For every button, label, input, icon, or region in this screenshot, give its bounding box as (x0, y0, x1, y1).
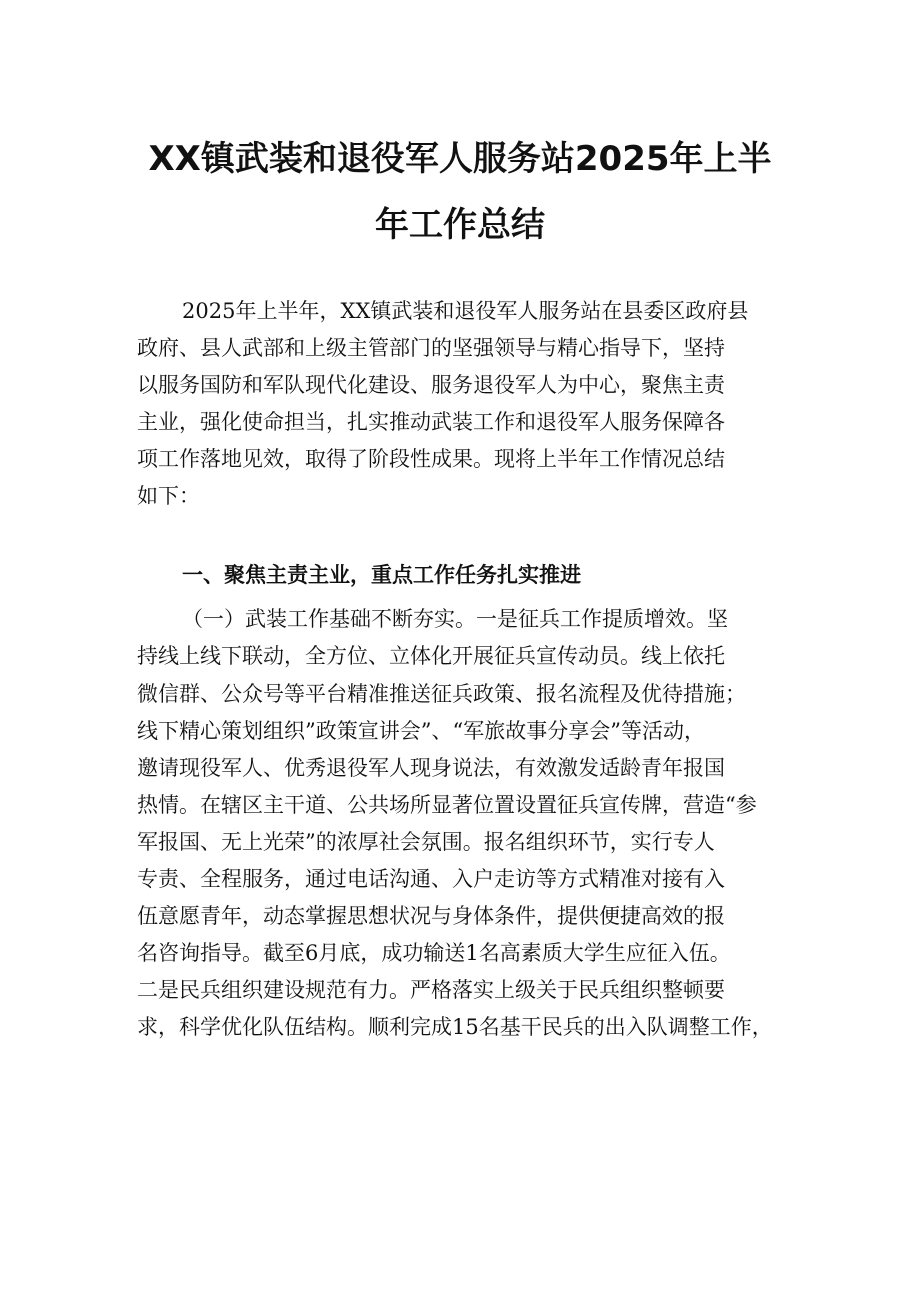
section-1-line: 邀请现役军人、优秀退役军人现身说法，有效激发适龄青年报国 (137, 756, 725, 780)
section-1-line: 专责、全程服务，通过电话沟通、入户走访等方式精准对接有入 (137, 867, 725, 891)
document-title-line-1: XX镇武装和退役军人服务站2025年上半 (148, 139, 772, 179)
section-1-line: 二是民兵组织建设规范有力。严格落实上级关于民兵组织整顿要 (137, 978, 725, 1002)
intro-line: 主业，强化使命担当，扎实推动武装工作和退役军人服务保障各 (137, 410, 725, 434)
section-1-line: 持线上线下联动，全方位、立体化开展征兵宣传动员。线上依托 (137, 644, 725, 668)
section-1-heading: 一、聚焦主责主业，重点工作任务扎实推进 (182, 563, 581, 587)
intro-line: 项工作落地见效，取得了阶段性成果。现将上半年工作情况总结 (137, 447, 725, 471)
intro-line: 政府、县人武部和上级主管部门的坚强领导与精心指导下，坚持 (137, 336, 725, 360)
section-1-line: 线下精心策划组织”政策宣讲会”、“军旅故事分享会”等活动， (137, 719, 705, 743)
section-1-line: 军报国、无上光荣”的浓厚社会氛围。报名组织环节，实行专人 (137, 830, 715, 854)
intro-line: 以服务国防和军队现代化建设、服务退役军人为中心，聚焦主责 (137, 373, 725, 397)
document-title-line-2: 年工作总结 (375, 205, 545, 245)
intro-line: 2025年上半年，XX镇武装和退役军人服务站在县委区政府县 (182, 299, 749, 323)
section-1-line: （一）武装工作基础不断夯实。一是征兵工作提质增效。坚 (182, 607, 728, 631)
section-1-line: 名咨询指导。截至6月底，成功输送1名高素质大学生应征入伍。 (137, 941, 731, 965)
section-1-line: 求，科学优化队伍结构。顺利完成15名基干民兵的出入队调整工作， (137, 1015, 773, 1039)
intro-line: 如下： (137, 484, 200, 508)
section-1-line: 伍意愿青年，动态掌握思想状况与身体条件，提供便捷高效的报 (137, 904, 725, 928)
section-1-line: 热情。在辖区主干道、公共场所显著位置设置征兵宣传牌，营造“参 (137, 793, 757, 817)
section-1-line: 微信群、公众号等平台精准推送征兵政策、报名流程及优待措施； (137, 682, 746, 706)
